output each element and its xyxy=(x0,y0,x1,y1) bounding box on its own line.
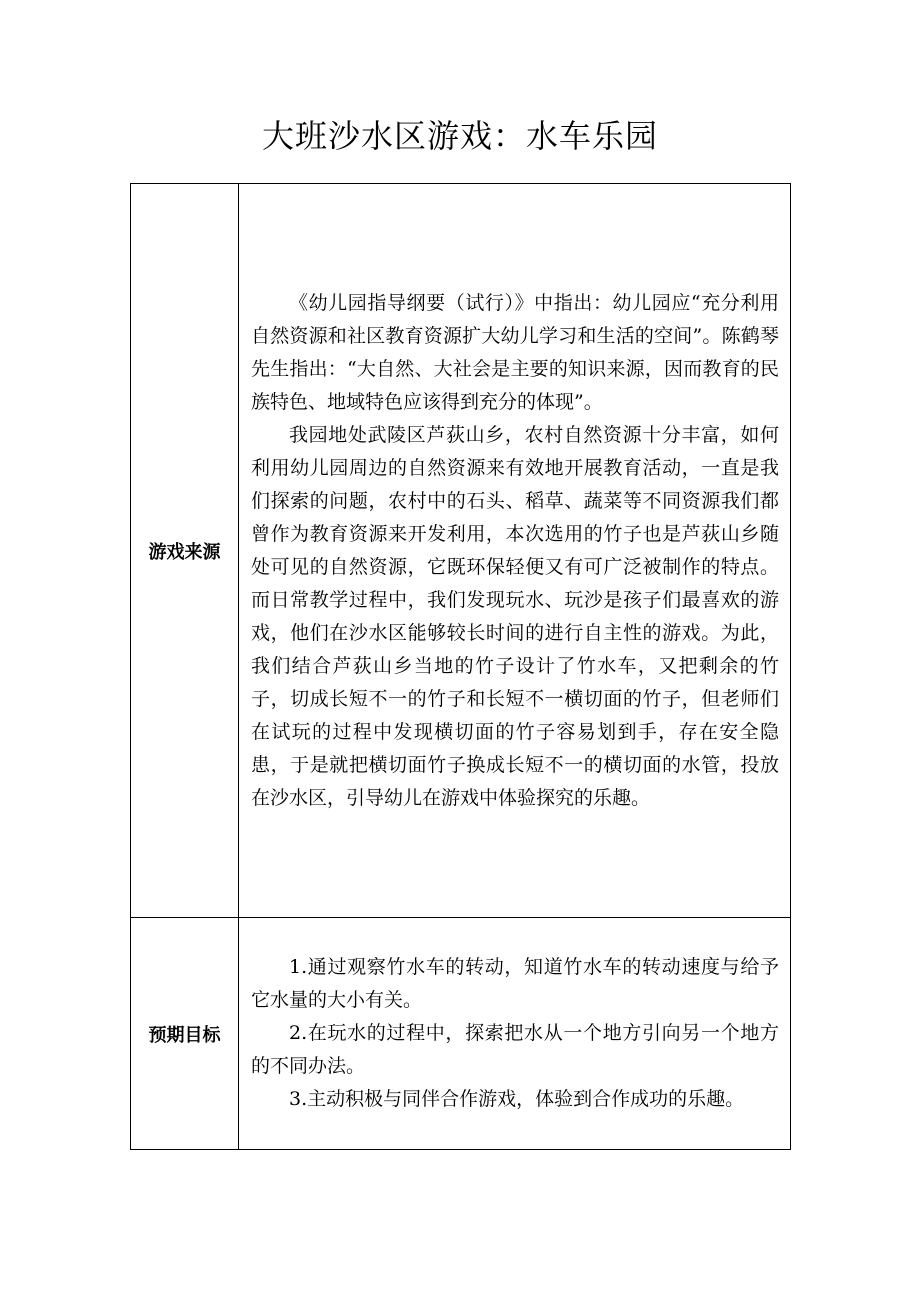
row-content-expected-goals xyxy=(239,918,791,1150)
row-label-game-source: 游戏来源 xyxy=(131,184,239,918)
table-row-expected-goals xyxy=(131,918,791,1150)
content-paragraph: 《幼儿园指导纲要（试行）》中指出：幼儿园应“充分利用自然资源和社区教育资源扩大幼儿学习和生活的空间”。陈鹤琴先生指出：“大自然、大社会是主要的知识来源，因而教育的民族特色、地域特色应该得到充分的体现”。 xyxy=(251,291,779,413)
content-paragraph: 我园地处武陵区芦荻山乡，农村自然资源十分丰富，如何利用幼儿园周边的自然资源来有效地开展教育活动，一直是我们探索的问题，农村中的石头、稻草、蔬菜等不同资源我们都曾作为教育资源来开发利用，本次选用的竹子也是芦荻山乡随处可见的自然资源，它既环保轻便又有可广泛被制作的特点。而日常教学过程中，我们发现玩水、玩沙是孩子们最喜欢的游戏，他们在沙水区能够较长时间的进行自主性的游戏。为此，我们结合芦荻山乡当地的竹子设计了竹水车，又把剩余的竹子，切成长短不一的竹子和长短不一横切面的竹子，但老师们在试玩的过程中发现横切面的竹子容易划到手，存在安全隐患，于是就把横切面竹子换成长短不一的横切面的水管，投放在沙水区，引导幼儿在游戏中体验探究的乐趣。 xyxy=(251,423,779,809)
goal-item: 3.主动积极与同伴合作游戏，体验到合作成功的乐趣。 xyxy=(289,1088,745,1110)
table-row-game-source xyxy=(131,184,791,918)
goal-item: 2.在玩水的过程中，探索把水从一个地方引向另一个地方的不同办法。 xyxy=(251,1022,779,1077)
document-title: 大班沙水区游戏：水车乐园 xyxy=(261,117,658,155)
row-content-game-source xyxy=(239,184,791,918)
goal-item: 1.通过观察竹水车的转动，知道竹水车的转动速度与给予它水量的大小有关。 xyxy=(251,956,779,1011)
activity-plan-table xyxy=(130,183,791,1150)
row-label-expected-goals: 预期目标 xyxy=(131,918,239,1150)
